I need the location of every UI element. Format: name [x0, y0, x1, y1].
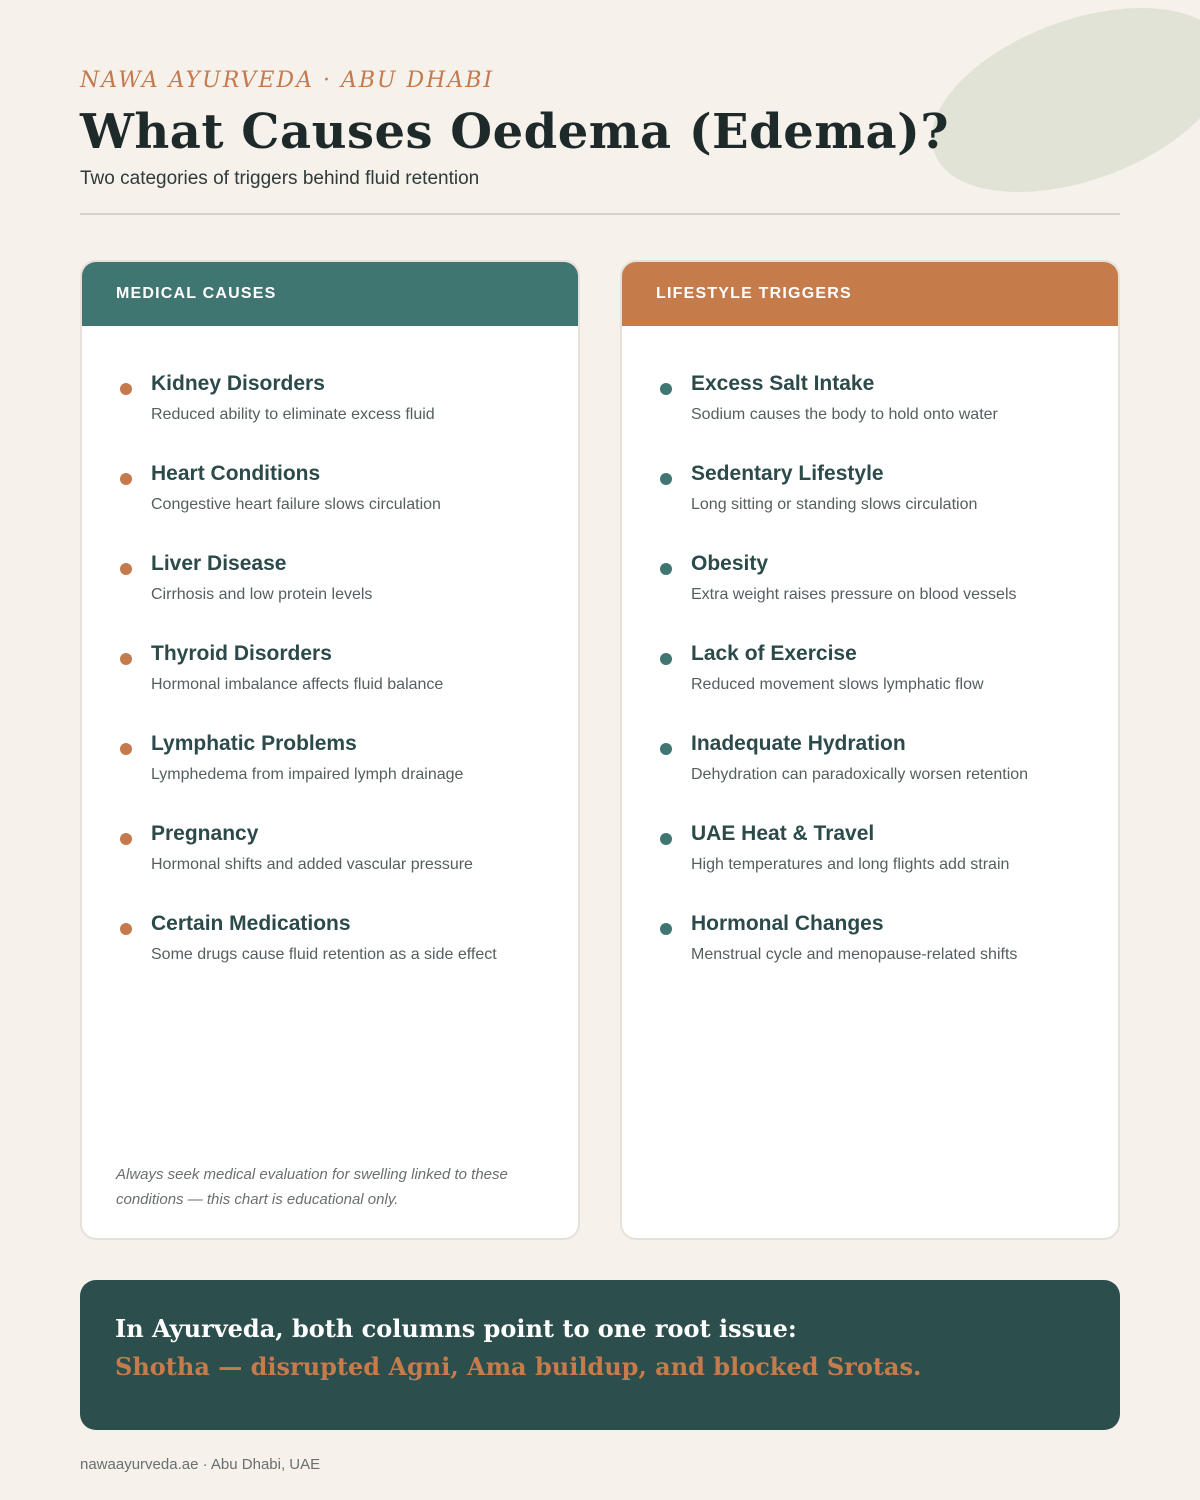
- item-description: Long sitting or standing slows circulation: [691, 496, 978, 513]
- bullet-dot-icon: [120, 653, 132, 665]
- lifestyle-triggers-card: [620, 260, 1120, 1240]
- bullet-dot-icon: [120, 383, 132, 395]
- bullet-dot-icon: [120, 473, 132, 485]
- list-item: [656, 732, 1096, 802]
- item-title: Excess Salt Intake: [691, 372, 875, 395]
- item-description: Extra weight raises pressure on blood vessels: [691, 586, 1017, 603]
- brand-eyebrow: NAWA AYURVEDA · ABU DHABI: [80, 68, 495, 93]
- list-item: [116, 822, 556, 892]
- ayurveda-summary-banner: [80, 1280, 1120, 1430]
- list-item: [116, 642, 556, 712]
- item-description: Reduced movement slows lymphatic flow: [691, 676, 984, 693]
- item-title: Sedentary Lifestyle: [691, 462, 884, 485]
- bullet-dot-icon: [120, 923, 132, 935]
- list-item: [656, 642, 1096, 712]
- bullet-dot-icon: [660, 563, 672, 575]
- list-item: [116, 462, 556, 532]
- item-description: High temperatures and long flights add strain: [691, 856, 1010, 873]
- bullet-dot-icon: [660, 833, 672, 845]
- list-item: [116, 732, 556, 802]
- banner-line-2: Shotha — disrupted Agni, Ama buildup, and blocked Srotas.: [115, 1352, 922, 1381]
- item-description: Lymphedema from impaired lymph drainage: [151, 766, 464, 783]
- item-title: Hormonal Changes: [691, 912, 884, 935]
- item-title: Inadequate Hydration: [691, 732, 906, 755]
- item-title: Lymphatic Problems: [151, 732, 357, 755]
- medical-causes-card: [80, 260, 580, 1240]
- item-title: Pregnancy: [151, 822, 259, 845]
- item-description: Menstrual cycle and menopause-related shifts: [691, 946, 1018, 963]
- list-item: [656, 822, 1096, 892]
- item-description: Some drugs cause fluid retention as a side effect: [151, 946, 497, 963]
- decorative-blob: [907, 0, 1200, 228]
- list-item: [116, 912, 556, 982]
- bullet-dot-icon: [660, 383, 672, 395]
- lifestyle-triggers-heading: LIFESTYLE TRIGGERS: [622, 262, 1118, 326]
- bullet-dot-icon: [660, 743, 672, 755]
- medical-causes-heading: MEDICAL CAUSES: [82, 262, 578, 326]
- item-description: Sodium causes the body to hold onto water: [691, 406, 998, 423]
- medical-disclaimer: Always seek medical evaluation for swelling linked to these conditions — this chart is educational only.: [116, 1166, 508, 1208]
- bullet-dot-icon: [120, 833, 132, 845]
- header-divider: [80, 213, 1120, 215]
- item-title: Thyroid Disorders: [151, 642, 332, 665]
- page-subtitle: Two categories of triggers behind fluid retention: [80, 168, 480, 189]
- item-title: Obesity: [691, 552, 769, 575]
- item-title: Kidney Disorders: [151, 372, 325, 395]
- list-item: [656, 462, 1096, 532]
- item-description: Hormonal imbalance affects fluid balance: [151, 676, 444, 693]
- item-description: Reduced ability to eliminate excess fluid: [151, 406, 435, 423]
- item-title: Heart Conditions: [151, 462, 321, 485]
- list-item: [656, 912, 1096, 982]
- item-title: Certain Medications: [151, 912, 351, 935]
- page-title: What Causes Oedema (Edema)?: [80, 104, 949, 160]
- item-title: UAE Heat & Travel: [691, 822, 875, 845]
- item-description: Dehydration can paradoxically worsen retention: [691, 766, 1029, 783]
- item-description: Hormonal shifts and added vascular pressure: [151, 856, 473, 873]
- bullet-dot-icon: [660, 653, 672, 665]
- footer-text: nawaayurveda.ae · Abu Dhabi, UAE: [80, 1456, 321, 1473]
- list-item: [656, 552, 1096, 622]
- bullet-dot-icon: [660, 473, 672, 485]
- list-item: [116, 552, 556, 622]
- bullet-dot-icon: [660, 923, 672, 935]
- item-title: Lack of Exercise: [691, 642, 857, 665]
- bullet-dot-icon: [120, 743, 132, 755]
- item-description: Cirrhosis and low protein levels: [151, 586, 373, 603]
- bullet-dot-icon: [120, 563, 132, 575]
- list-item: [116, 372, 556, 442]
- list-item: [656, 372, 1096, 442]
- banner-line-1: In Ayurveda, both columns point to one root issue:: [115, 1314, 797, 1343]
- item-title: Liver Disease: [151, 552, 287, 575]
- item-description: Congestive heart failure slows circulation: [151, 496, 441, 513]
